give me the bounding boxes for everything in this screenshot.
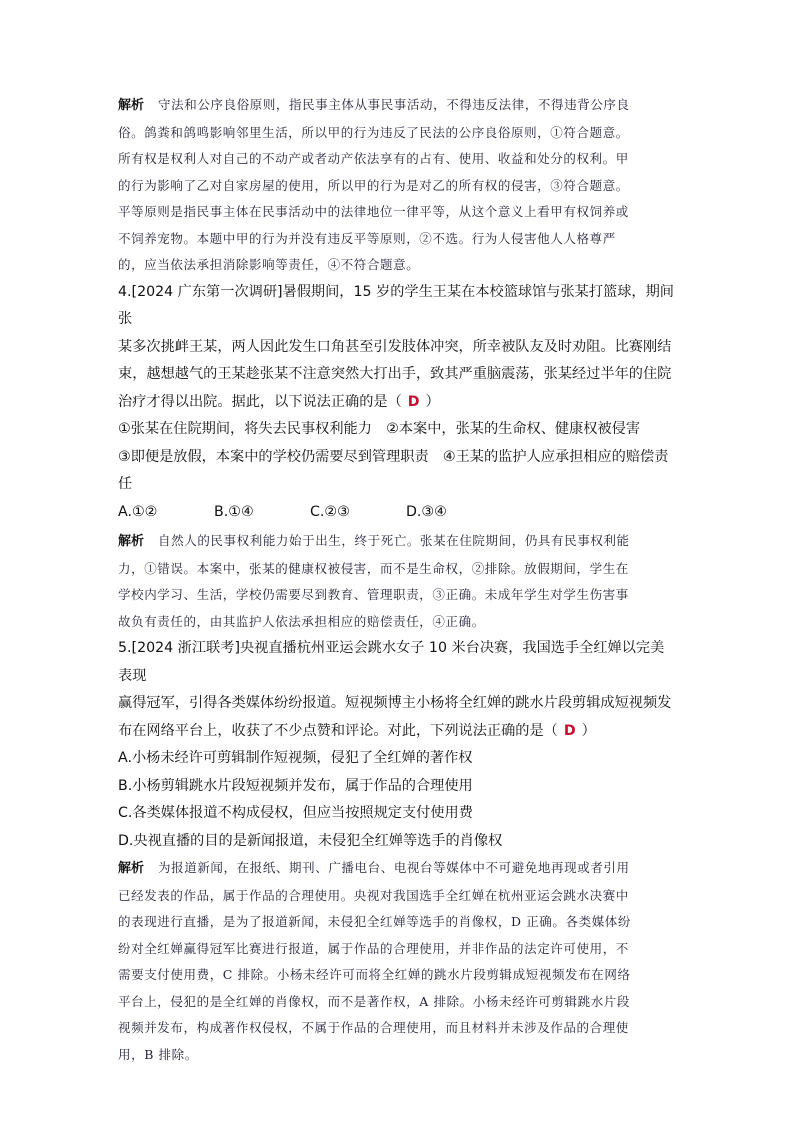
question-5 — [118, 635, 678, 855]
statement-line: ①张某在住院期间，将失去民事权利能力 ②本案中，张某的生命权、健康权被侵害 — [118, 421, 641, 437]
option-d: D.央视直播的目的是新闻报道，未侵犯全红婵等选手的肖像权 — [118, 832, 503, 849]
option-a: A.小杨未经许可剪辑制作短视频，侵犯了全红婵的著作权 — [118, 750, 473, 766]
question-stem-close: ） — [425, 393, 440, 410]
question-stem-line: 某多次挑衅王某，两人因此发生口角甚至引发肢体冲突，所幸被队友及时劝阻。比赛刚结 — [118, 338, 672, 355]
question-stem-line: 4.[2024 广东第一次调研]暑假期间，15 岁的学生王某在本校篮球馆与张某打篮球，期间张 — [118, 283, 674, 327]
answer-mark: D — [407, 393, 420, 410]
analysis-line: 所有权是权利人对自己的不动产或者动产依法享有的占有、使用、收益和处分的权利。甲 — [118, 151, 629, 166]
question-stem-line: 治疗才得以出院。据此，以下说法正确的是（ — [118, 393, 402, 410]
analysis-line: 平台上，侵犯的是全红婵的肖像权，而不是著作权，A 排除。小杨未经许可剪辑跳水片段 — [118, 993, 631, 1009]
statement-line: 任 — [118, 476, 133, 492]
question-4 — [118, 279, 678, 527]
analysis-line: 自然人的民事权利能力始于出生，终于死亡。张某在住院期间，仍具有民事权利能 — [158, 533, 630, 548]
analysis-line: 视频并发布，构成著作权侵权，不属于作品的合理使用，而且材料并未涉及作品的合理使 — [118, 1020, 629, 1035]
options-row — [118, 499, 678, 527]
answer-mark: D — [563, 722, 576, 739]
analysis-block-q3 — [118, 92, 678, 279]
question-stem-line: 布在网络平台上，收获了不少点赞和评论。对此，下列说法正确的是（ — [118, 722, 558, 739]
option-b: B.小杨剪辑跳水片段短视频并发布，属于作品的合理使用 — [118, 777, 473, 794]
analysis-line: 为报道新闻，在报纸、期刊、广播电台、电视台等媒体中不可避免地再现或者引用 — [158, 860, 630, 875]
question-stem-line: 5.[2024 浙江联考]央视直播杭州亚运会跳水女子 10 米台决赛，我国选手全红婵以完美表现 — [118, 640, 665, 684]
analysis-tag: 解析 — [118, 861, 145, 876]
analysis-line: 已经发表的作品，属于作品的合理使用。央视对我国选手全红婵在杭州亚运会跳水决赛中 — [118, 887, 629, 903]
analysis-tag: 解析 — [118, 534, 145, 549]
analysis-block-q5 — [118, 855, 678, 1068]
analysis-line: 的表现进行直播，是为了报道新闻，未侵犯全红婵等选手的肖像权，D 正确。各类媒体纷 — [118, 914, 631, 929]
analysis-line: 的行为影响了乙对自家房屋的使用，所以甲的行为是对乙的所有权的侵害，③符合题意。 — [118, 177, 629, 193]
question-stem-close: ） — [581, 722, 596, 739]
analysis-line: 用，B 排除。 — [118, 1046, 198, 1062]
analysis-tag: 解析 — [118, 98, 145, 113]
statement-line: ③即便是放假，本案中的学校仍需要尽到管理职责 ④王某的监护人应承担相应的赔偿责 — [118, 448, 669, 465]
analysis-line: 平等原则是指民事主体在民事活动中的法律地位一律平等，从这个意义上看甲有权饲养或 — [118, 204, 629, 219]
analysis-line: 力，①错误。本案中，张某的健康权被侵害，而不是生命权，②排除。放假期间，学生在 — [118, 560, 629, 576]
analysis-line: 不饲养宠物。本题中甲的行为并没有违反平等原则，②不选。行为人侵害他人人格尊严 — [118, 230, 616, 246]
question-stem-line: 赢得冠军，引得各类媒体纷纷报道。短视频博主小杨将全红婵的跳水片段剪辑成短视频发 — [118, 695, 672, 711]
analysis-block-q4 — [118, 528, 678, 635]
question-stem-line: 束，越想越气的王某趁张某不注意突然大打出手，致其严重脑震荡，张某经过半年的住院 — [118, 366, 672, 382]
analysis-line: 守法和公序良俗原则，指民事主体从事民事活动，不得违反法律，不得违背公序良 — [158, 97, 630, 112]
document-page — [118, 92, 678, 1068]
analysis-line: 学校内学习、生活，学校仍需要尽到教育、管理职责，③正确。未成年学生对学生伤害事 — [118, 587, 629, 602]
analysis-line: 纷对全红婵赢得冠军比赛进行报道，属于作品的合理使用，并非作品的法定许可使用，不 — [118, 940, 629, 956]
analysis-line: 故负有责任的，由其监护人依法承担相应的赔偿责任，④正确。 — [118, 613, 485, 629]
option-c: C.各类媒体报道不构成侵权，但应当按照规定支付使用费 — [118, 805, 473, 821]
option-d: D.③④ — [406, 503, 447, 520]
analysis-line: 俗。鸽粪和鸽鸣影响邻里生活，所以甲的行为违反了民法的公序良俗原则，①符合题意。 — [118, 124, 629, 140]
option-b: B.①④ — [214, 503, 254, 520]
analysis-line: 需要支付使用费，C 排除。小杨未经许可而将全红婵的跳水片段剪辑成短视频发布在网络 — [118, 967, 631, 982]
option-c: C.②③ — [310, 503, 350, 520]
analysis-line: 的，应当依法承担消除影响等责任，④不符合题意。 — [118, 257, 420, 272]
option-a: A.①② — [118, 503, 158, 520]
